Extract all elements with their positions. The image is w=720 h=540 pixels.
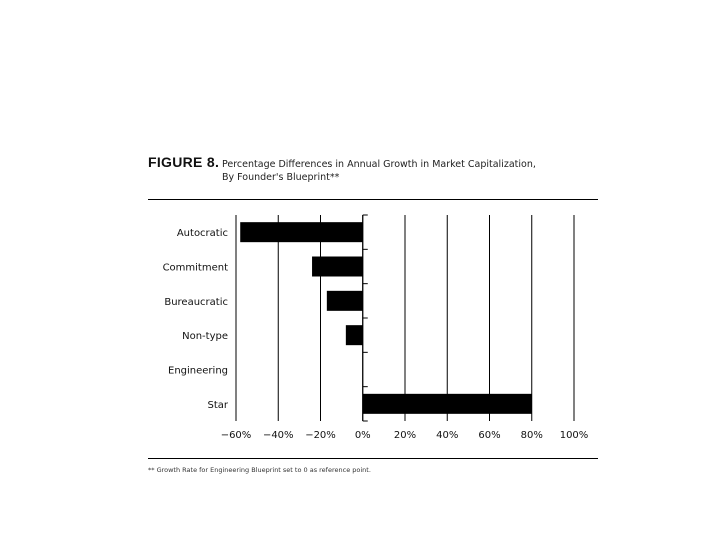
figure-title-line2: By Founder's Blueprint** (222, 172, 340, 183)
tick-labels (221, 430, 589, 441)
tick-label: 100% (559, 430, 589, 441)
grid-lines (236, 215, 574, 421)
bar-autocratic (240, 222, 363, 242)
category-labels (163, 228, 229, 411)
bars (240, 222, 532, 414)
tick-label: 0% (354, 430, 371, 441)
figure-label: FIGURE 8. (148, 154, 220, 170)
category-label: Engineering (168, 365, 228, 377)
tick-label: 20% (393, 430, 417, 441)
tick-label: 60% (478, 430, 501, 441)
bar-non-type (346, 325, 363, 345)
footnote: ** Growth Rate for Engineering Blueprint set to 0 as reference point. (148, 466, 371, 474)
tick-label: 40% (436, 430, 459, 441)
category-label: Commitment (162, 262, 228, 274)
tick-label: −20% (305, 430, 336, 441)
bar-commitment (312, 257, 363, 277)
tick-label: −40% (262, 430, 294, 441)
tick-label: 80% (520, 430, 543, 441)
bar-star (363, 394, 532, 414)
bottom-rule (148, 458, 598, 459)
zero-axis (363, 215, 368, 421)
bar-bureaucratic (327, 291, 363, 311)
category-label: Autocratic (176, 228, 228, 240)
category-label: Star (207, 399, 228, 411)
category-label: Non-type (182, 331, 228, 343)
tick-label: −60% (220, 430, 252, 441)
category-label: Bureaucratic (164, 296, 228, 308)
figure-title-line1: Percentage Differences in Annual Growth in Market Capitalization, (222, 159, 536, 170)
